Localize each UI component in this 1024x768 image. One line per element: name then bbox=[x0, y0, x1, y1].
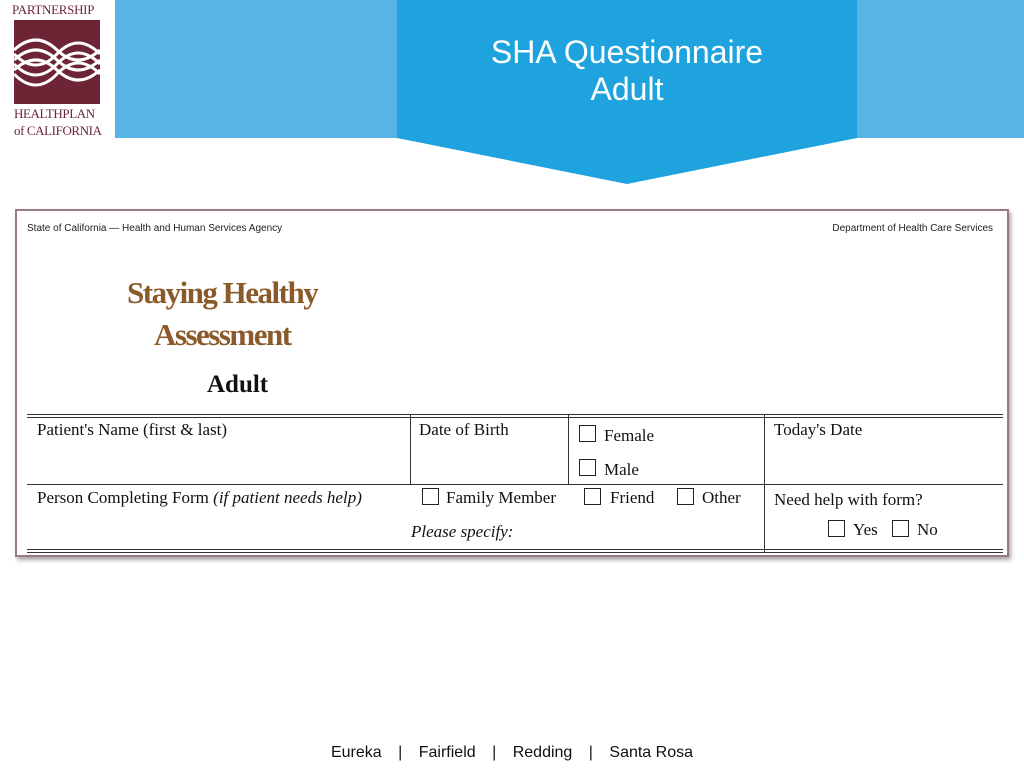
female-label: Female bbox=[604, 426, 655, 445]
person-completing-label bbox=[37, 488, 362, 508]
agency-label: State of California — Health and Human Services Agency bbox=[27, 223, 283, 234]
male-label: Male bbox=[604, 460, 639, 479]
form-subtitle: Adult bbox=[207, 371, 269, 398]
other-checkbox[interactable] bbox=[677, 488, 694, 505]
yes-label: Yes bbox=[853, 520, 878, 539]
no-checkbox[interactable] bbox=[892, 520, 909, 537]
female-checkbox[interactable] bbox=[579, 425, 596, 442]
table-bottom-line bbox=[27, 549, 1003, 550]
partnership-logo bbox=[0, 0, 115, 140]
footer-separator: | bbox=[492, 744, 497, 761]
yes-checkbox[interactable] bbox=[828, 520, 845, 537]
column-divider-3 bbox=[764, 414, 765, 552]
column-divider-1 bbox=[410, 414, 411, 484]
column-divider-2 bbox=[568, 414, 569, 484]
todays-date-label: Today's Date bbox=[774, 420, 863, 439]
logo-text-california: of CALIFORNIA bbox=[14, 123, 102, 138]
form-title-line-2: Assessment bbox=[154, 317, 291, 352]
page-title bbox=[397, 34, 857, 108]
form-title-line-1: Staying Healthy bbox=[127, 275, 318, 310]
family-member-checkbox[interactable] bbox=[422, 488, 439, 505]
location-eureka: Eureka bbox=[330, 744, 382, 761]
please-specify-label: Please specify: bbox=[411, 522, 514, 541]
footer-separator: | bbox=[398, 744, 403, 761]
title-line-1: SHA Questionnaire bbox=[490, 34, 764, 70]
title-line-2: Adult bbox=[590, 71, 664, 107]
dob-label: Date of Birth bbox=[419, 420, 509, 439]
logo-text-healthplan: HEALTHPLAN bbox=[14, 106, 95, 121]
location-santa-rosa: Santa Rosa bbox=[609, 744, 693, 761]
table-bottom-line-2 bbox=[27, 552, 1003, 553]
logo-wave-icon bbox=[14, 20, 100, 104]
friend-label: Friend bbox=[610, 488, 655, 507]
patient-name-label: Patient's Name (first & last) bbox=[37, 420, 228, 439]
friend-checkbox[interactable] bbox=[584, 488, 601, 505]
person-completing-text: Person Completing Form bbox=[37, 488, 209, 507]
footer-separator: | bbox=[588, 744, 593, 761]
table-top-line bbox=[27, 414, 1003, 415]
family-member-label: Family Member bbox=[446, 488, 557, 507]
footer-locations bbox=[0, 744, 1024, 762]
other-label: Other bbox=[702, 488, 741, 507]
table-middle-line bbox=[27, 484, 1003, 485]
no-label: No bbox=[917, 520, 938, 539]
logo-text-top: PARTNERSHIP bbox=[12, 2, 95, 17]
table-top-line-2 bbox=[27, 417, 1003, 418]
department-label: Department of Health Care Services bbox=[832, 223, 993, 234]
male-checkbox[interactable] bbox=[579, 459, 596, 476]
location-redding: Redding bbox=[512, 744, 573, 761]
location-fairfield: Fairfield bbox=[418, 744, 476, 761]
need-help-label: Need help with form? bbox=[774, 490, 923, 509]
sha-form-preview bbox=[15, 209, 1009, 557]
person-completing-note: (if patient needs help) bbox=[213, 488, 362, 507]
